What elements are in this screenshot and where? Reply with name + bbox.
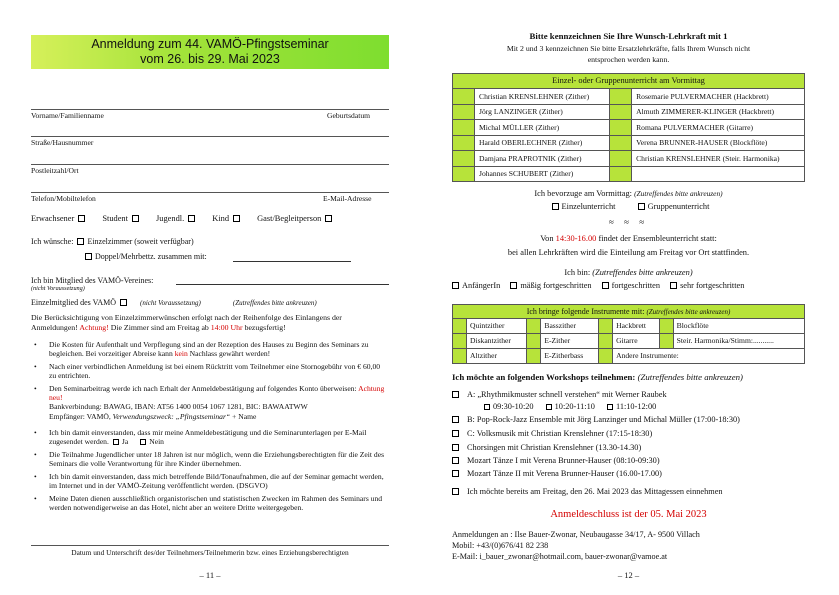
contact-email: E-Mail: i_bauer_zwonar@hotmail.com, bauer-zwonar@vamoe.at <box>452 552 668 561</box>
ws-note: (Zutreffendes bitte ankreuzen) <box>637 372 743 382</box>
cat-youth-checkbox[interactable] <box>188 215 195 222</box>
level-label: Ich bin: <box>564 268 591 277</box>
group-lesson-label: Gruppenunterricht <box>647 202 710 211</box>
table-row <box>453 120 805 136</box>
instrument-name: Hackbrett <box>613 319 660 334</box>
table-row <box>453 334 805 349</box>
workshop-e-checkbox[interactable] <box>452 457 459 464</box>
prefer-row <box>450 189 807 200</box>
phone-label: Telefon/Mobiltelefon <box>31 194 96 203</box>
title-line-2: vom 26. bis 29. Mai 2023 <box>140 52 280 66</box>
double-room-checkbox[interactable] <box>85 253 92 260</box>
workshop-e <box>452 456 660 466</box>
ornament-divider: ≈ ≈ ≈ <box>608 217 649 227</box>
instrument-name: Basszither <box>541 319 599 334</box>
level-expert-checkbox[interactable] <box>670 282 677 289</box>
single-member-label: Einzelmitglied des VAMÖ <box>31 298 117 307</box>
workshop-f-checkbox[interactable] <box>452 470 459 477</box>
table-row <box>453 349 805 364</box>
instrument-name: E-Zither <box>541 334 599 349</box>
birth-label: Geburtsdatum <box>327 111 371 120</box>
teacher-name <box>632 166 805 182</box>
instrument-name: Steir. Harmonika/Stimm:........... <box>673 334 804 349</box>
room-paragraph <box>31 313 389 332</box>
workshop-a-checkbox[interactable] <box>452 391 459 398</box>
consent-yes-label: Ja <box>121 437 129 447</box>
level-beginner: AnfängerIn <box>462 281 501 290</box>
lesson-type-row <box>450 202 807 213</box>
level-moderate-checkbox[interactable] <box>510 282 517 289</box>
teacher-mark-cell[interactable] <box>610 104 632 120</box>
cat-adult-checkbox[interactable] <box>78 215 85 222</box>
teacher-mark-cell[interactable] <box>610 151 632 167</box>
double-row <box>81 252 207 262</box>
instrument-name: Blockflöte <box>673 319 804 334</box>
member-line[interactable] <box>176 284 389 285</box>
deadline: Anmeldeschluss ist der 05. Mai 2023 <box>550 509 707 520</box>
level-moderate: mäßig fortgeschritten <box>520 281 592 290</box>
workshop-a <box>452 390 667 400</box>
teacher-mark-cell[interactable] <box>453 135 475 151</box>
teacher-mark-cell[interactable] <box>610 89 632 105</box>
bullet-privacy: • Meine Daten dienen ausschließlich organistorischen und statistischen Zwecken im Rahmen des Seminars und werden notwendigerweise an das Hotel, nicht aber an weitere Dritte weitergegeben. <box>34 494 389 514</box>
category-row <box>31 214 335 225</box>
workshop-b-checkbox[interactable] <box>452 416 459 423</box>
para-mid: Die Zimmer sind am Freitag ab <box>110 322 209 332</box>
instrument-mark-cell[interactable] <box>659 319 673 334</box>
teacher-head-3: entsprochen werden kann. <box>587 55 670 64</box>
workshop-c-label: C: Volksmusik mit Christian Krenslehner (17:15-18:30) <box>467 429 653 438</box>
bullet-payment: • Den Seminarbeitrag werde ich nach Erhalt der Anmeldebestätigung auf folgendes Konto überweisen: Achtung neu! Bankverbindung: BAWAG, IBAN: AT56 1400 0054 1067 1281, BIC: BAWAATWW Empfänger: VAMÖ, Verwendungszweck: „Pfingstseminar“ + Name <box>34 384 385 421</box>
ws-title: Ich möchte an folgenden Workshops teilnehmen: <box>452 372 636 382</box>
friday-lunch <box>452 487 723 497</box>
prefer-label: Ich bevorzuge am Vormittag: <box>534 189 632 198</box>
member-note: (nicht Voraussetzung) <box>31 285 85 292</box>
teacher-name: Michal MÜLLER (Zither) <box>475 120 610 136</box>
teacher-mark-cell[interactable] <box>453 104 475 120</box>
ws-a-time1: 09:30-10:20 <box>493 402 534 411</box>
contact-address: Anmeldungen an : Ilse Bauer-Zwonar, Neubaugasse 34/17, A- 9500 Villach <box>452 530 700 539</box>
level-advanced: fortgeschritten <box>611 281 660 290</box>
teacher-head-1: Bitte kennzeichnen Sie Ihre Wunsch-Lehrkraft mit 1 <box>529 31 728 41</box>
workshop-e-label: Mozart Tänze I mit Verena Brunner-Hauser (08:10-09:30) <box>467 456 660 465</box>
table-row <box>453 319 805 334</box>
ws-a-time2: 10:20-11:10 <box>554 402 595 411</box>
level-expert: sehr fortgeschritten <box>680 281 745 290</box>
instrument-mark-cell[interactable] <box>527 334 541 349</box>
teacher-name: Verena BRUNNER-HAUSER (Blockflöte) <box>632 135 805 151</box>
email-label: E-Mail-Adresse <box>323 194 372 203</box>
para-pre: Die Berücksichtigung von Einzelzimmerwünschen erfolgt nach der Reihenfolge des Einlangens der Anmeldungen! <box>31 313 342 332</box>
ensemble-pre: Von <box>540 234 554 243</box>
ws-a-time1-checkbox[interactable] <box>484 404 490 410</box>
teacher-name: Rosemarie PULVERMACHER (Hackbrett) <box>632 89 805 105</box>
teacher-mark-cell[interactable] <box>453 89 475 105</box>
b3-purpose: Verwendungszweck: „Pfingstseminar“ <box>112 411 231 421</box>
page-number-right: – 12 – <box>617 570 640 580</box>
level-advanced-checkbox[interactable] <box>602 282 609 289</box>
instrument-name: Diskantzither <box>467 334 527 349</box>
b2-text: Nach einer verbindlichen Anmeldung ist bei einem Rücktritt vom Teilnehmer eine Stornogebühr von € 60,00 zu entrichten. <box>49 362 381 381</box>
double-room-line[interactable] <box>233 261 351 262</box>
single-lesson-label: Einzelunterricht <box>561 202 616 211</box>
cat-student-checkbox[interactable] <box>132 215 139 222</box>
cat-adult: Erwachsener <box>31 214 75 223</box>
ws-a-time2-checkbox[interactable] <box>546 404 552 410</box>
teacher-mark-cell[interactable] <box>453 151 475 167</box>
workshop-b-label: B: Pop-Rock-Jazz Ensemble mit Jörg Lanzinger und Michal Müller (17:00-18:30) <box>467 415 740 424</box>
consent-no-label: Nein <box>149 437 164 447</box>
instrument-mark-cell[interactable] <box>453 349 467 364</box>
bullet-media: • Ich bin damit einverstanden, dass mich betreffende Bild/Tonaufnahmen, die auf der Seminar gemacht werden, im Internet und in der VAMÖ-Zeitung veröffentlicht werden. (DSGVO) <box>34 472 389 492</box>
cat-guest-checkbox[interactable] <box>325 215 332 222</box>
teacher-mark-cell[interactable] <box>610 135 632 151</box>
wish-row <box>31 237 194 247</box>
ensemble-line-1 <box>450 234 807 245</box>
signature-label: Datum und Unterschrift des/der Teilnehmers/Teilnehmerin bzw. eines Erziehungsberechtigten <box>71 548 349 557</box>
instrument-name: E-Zitherbass <box>541 349 599 364</box>
phone-line[interactable] <box>31 192 389 193</box>
ws-a-time3-checkbox[interactable] <box>607 404 613 410</box>
b6-text: Ich bin damit einverstanden, dass mich betreffende Bild/Tonaufnahmen, die auf der Seminar gemacht werden, im Internet und in der VAMÖ-Zeitung veröffentlicht werden. (DSGVO) <box>49 472 384 491</box>
teacher-table <box>452 73 805 182</box>
city-line[interactable] <box>31 164 389 165</box>
friday-lunch-label: Ich möchte bereits am Freitag, den 26. Mai 2023 das Mittagessen einnehmen <box>467 487 723 496</box>
para-post: bezugsfertig! <box>244 322 286 332</box>
ensemble-post: findet der Ensembleunterricht statt: <box>598 234 717 243</box>
b4-text: Ich bin damit einverstanden, dass mir meine Anmeldebestätigung und die Seminarunterlagen per E-Mail zugesendet werden. <box>49 428 367 447</box>
instrument-mark-cell[interactable] <box>659 334 673 349</box>
teacher-head-2: Mit 2 und 3 kennzeichnen Sie bitte Ersatzlehrkräfte, falls Ihrem Wunsch nicht <box>506 44 751 53</box>
single-member-note: (nicht Voraussetzung) <box>140 299 201 307</box>
b3-name: + Name <box>232 411 257 421</box>
name-line[interactable] <box>31 109 389 110</box>
bullet-email-consent: • Ich bin damit einverstanden, dass mir meine Anmeldebestätigung und die Seminarunterlagen per E-Mail zugesendet werden. Ja Nein <box>34 428 367 447</box>
instrument-mark-cell[interactable] <box>599 349 613 364</box>
workshop-heading <box>452 372 743 383</box>
instr-header: Ich bringe folgende Instrumente mit: <box>526 306 645 316</box>
teacher-table-header: Einzel- oder Gruppenunterricht am Vormittag <box>453 74 805 89</box>
level-heading <box>450 268 807 279</box>
teacher-name: Harald OBERLECHNER (Zither) <box>475 135 610 151</box>
teacher-mark-cell[interactable] <box>453 166 475 182</box>
bullet-costs: • Die Kosten für Aufenthalt und Verpflegung sind an der Rezeption des Hauses zu Beginn des Seminars zu begleichen. Bei vorzeitiger Abreise kann kein Nachlass gewährt werden! <box>34 340 369 359</box>
instrument-name: Gitarre <box>613 334 660 349</box>
wish-label: Ich wünsche: <box>31 237 74 246</box>
b1-post: Nachlass gewährt werden! <box>189 349 271 359</box>
cat-student: Student <box>102 214 128 223</box>
single-room-label: Einzelzimmer (soweit verfügbar) <box>87 237 194 246</box>
group-lesson-checkbox[interactable] <box>638 203 645 210</box>
single-room-checkbox[interactable] <box>77 238 84 245</box>
prefer-note: (Zutreffendes bitte ankreuzen) <box>634 189 723 198</box>
workshop-b <box>452 415 740 425</box>
table-row <box>453 151 805 167</box>
b3-red: Achtung neu! <box>49 384 385 403</box>
table-row <box>453 135 805 151</box>
teacher-name: Almuth ZIMMERER-KLINGER (Hackbrett) <box>632 104 805 120</box>
workshop-d-label: Chorsingen mit Christian Krenslehner (13.30-14.30) <box>467 443 642 452</box>
name-label: Vorname/Familienname <box>31 111 104 120</box>
workshop-c <box>452 429 652 439</box>
cat-child-checkbox[interactable] <box>233 215 240 222</box>
para-time: 14:00 Uhr <box>210 322 243 332</box>
b1-pre: Die Kosten für Aufenthalt und Verpflegung sind an der Rezeption des Hauses zu Beginn des Seminars zu begleichen. Bei vorzeitiger Abreise kann <box>49 340 369 359</box>
table-row <box>453 89 805 105</box>
teacher-mark-cell[interactable] <box>610 166 632 182</box>
double-room-label: Doppel/Mehrbettz. zusammen mit: <box>95 252 207 261</box>
street-line[interactable] <box>31 136 389 137</box>
table-row <box>453 166 805 182</box>
instrument-mark-cell[interactable] <box>453 334 467 349</box>
para-achtung: Achtung! <box>79 322 109 332</box>
cat-guest: Gast/Begleitperson <box>257 214 322 223</box>
level-note: (Zutreffendes bitte ankreuzen) <box>592 268 693 277</box>
instrument-name: Andere Instrumente: <box>613 349 805 364</box>
workshop-c-checkbox[interactable] <box>452 430 459 437</box>
table-row <box>453 104 805 120</box>
bullet-minors: • Die Teilnahme Jugendlicher unter 18 Jahren ist nur möglich, wenn die Erziehungsberechtigten für die Zeit des Seminars die volle Verantwortung für ihre Kinder übernehmen. <box>34 450 389 470</box>
ws-a-time3: 11:10-12:00 <box>615 402 657 411</box>
teacher-mark-cell[interactable] <box>453 120 475 136</box>
instrument-mark-cell[interactable] <box>527 319 541 334</box>
applicable-note: (Zutreffendes bitte ankreuzen) <box>232 299 317 307</box>
single-lesson-checkbox[interactable] <box>552 203 559 210</box>
workshop-a-times <box>484 402 656 412</box>
single-member-checkbox[interactable] <box>120 299 127 306</box>
workshop-d <box>452 443 641 453</box>
teacher-name: Christian KRENSLEHNER (Zither) <box>475 89 610 105</box>
member-label: Ich bin Mitglied des VAMÖ-Vereines: <box>31 276 154 285</box>
workshop-f <box>452 469 662 479</box>
consent-yes-checkbox[interactable] <box>113 439 119 445</box>
street-label: Straße/Hausnummer <box>31 138 94 147</box>
contact-mobile: Mobil: +43/(0)676/41 82 238 <box>452 541 549 550</box>
teacher-name: Jörg LANZINGER (Zither) <box>475 104 610 120</box>
friday-lunch-checkbox[interactable] <box>452 488 459 495</box>
level-row <box>452 281 744 291</box>
single-member-row <box>31 298 317 308</box>
instrument-name: Altzither <box>467 349 527 364</box>
ensemble-line-2: bei allen Lehrkräften wird die Einteilung am Freitag vor Ort stattfinden. <box>507 248 750 257</box>
teacher-name: Romana PULVERMACHER (Gitarre) <box>632 120 805 136</box>
b1-red: kein <box>174 349 188 359</box>
instrument-table-header <box>453 305 805 319</box>
instrument-mark-cell[interactable] <box>599 319 613 334</box>
level-beginner-checkbox[interactable] <box>452 282 459 289</box>
instrument-mark-cell[interactable] <box>599 334 613 349</box>
b5-text: Die Teilnahme Jugendlicher unter 18 Jahren ist nur möglich, wenn die Erziehungsberechtigten für die Zeit des Seminars die volle Verantwortung für ihre Kinder übernehmen. <box>49 450 385 469</box>
page-number-left: – 11 – <box>199 570 221 580</box>
teacher-name: Damjana PRAPROTNIK (Zither) <box>475 151 610 167</box>
title-line-1: Anmeldung zum 44. VAMÖ-Pfingstseminar <box>91 37 329 51</box>
workshop-a-label: A: „Rhythmikmuster schnell verstehen“ mit Werner Raubek <box>467 390 667 399</box>
teacher-name: Christian KRENSLEHNER (Steir. Harmonika) <box>632 151 805 167</box>
workshop-d-checkbox[interactable] <box>452 444 459 451</box>
instrument-mark-cell[interactable] <box>527 349 541 364</box>
instrument-mark-cell[interactable] <box>453 319 467 334</box>
cat-youth: Jugendl. <box>156 214 185 223</box>
consent-no-checkbox[interactable] <box>140 439 146 445</box>
teacher-mark-cell[interactable] <box>610 120 632 136</box>
instrument-name: Quintzither <box>467 319 527 334</box>
cat-child: Kind <box>212 214 230 223</box>
instr-note: (Zutreffendes bitte ankreuzen) <box>646 307 731 316</box>
signature-line[interactable] <box>31 545 389 546</box>
teacher-name: Johannes SCHUBERT (Zither) <box>475 166 610 182</box>
ensemble-time: 14:30-16.00 <box>555 234 597 243</box>
b3-bank: Bankverbindung: BAWAG, IBAN: AT56 1400 0054 1067 1281, BIC: BAWAATWW <box>49 402 308 412</box>
city-label: Postleitzahl/Ort <box>31 166 79 175</box>
form-title <box>31 35 389 69</box>
b3-line1: Den Seminarbeitrag werde ich nach Erhalt der Anmeldebestätigung auf folgendes Konto überweisen: <box>49 384 357 393</box>
b7-text: Meine Daten dienen ausschließlich organistorischen und statistischen Zwecken im Rahmen des Seminars und werden notwendigerweise an das Hotel, nicht aber an weitere Dritte weitergegeben. <box>49 494 383 513</box>
workshop-f-label: Mozart Tänze II mit Verena Brunner-Hauser (16.00-17.00) <box>467 469 662 478</box>
instrument-table <box>452 304 805 364</box>
bullet-storno: • Nach einer verbindlichen Anmeldung ist bei einem Rücktritt vom Teilnehmer eine Stornogebühr von € 60,00 zu entrichten. <box>34 362 389 382</box>
b3-recv: Empfänger: VAMÖ, <box>49 411 111 421</box>
